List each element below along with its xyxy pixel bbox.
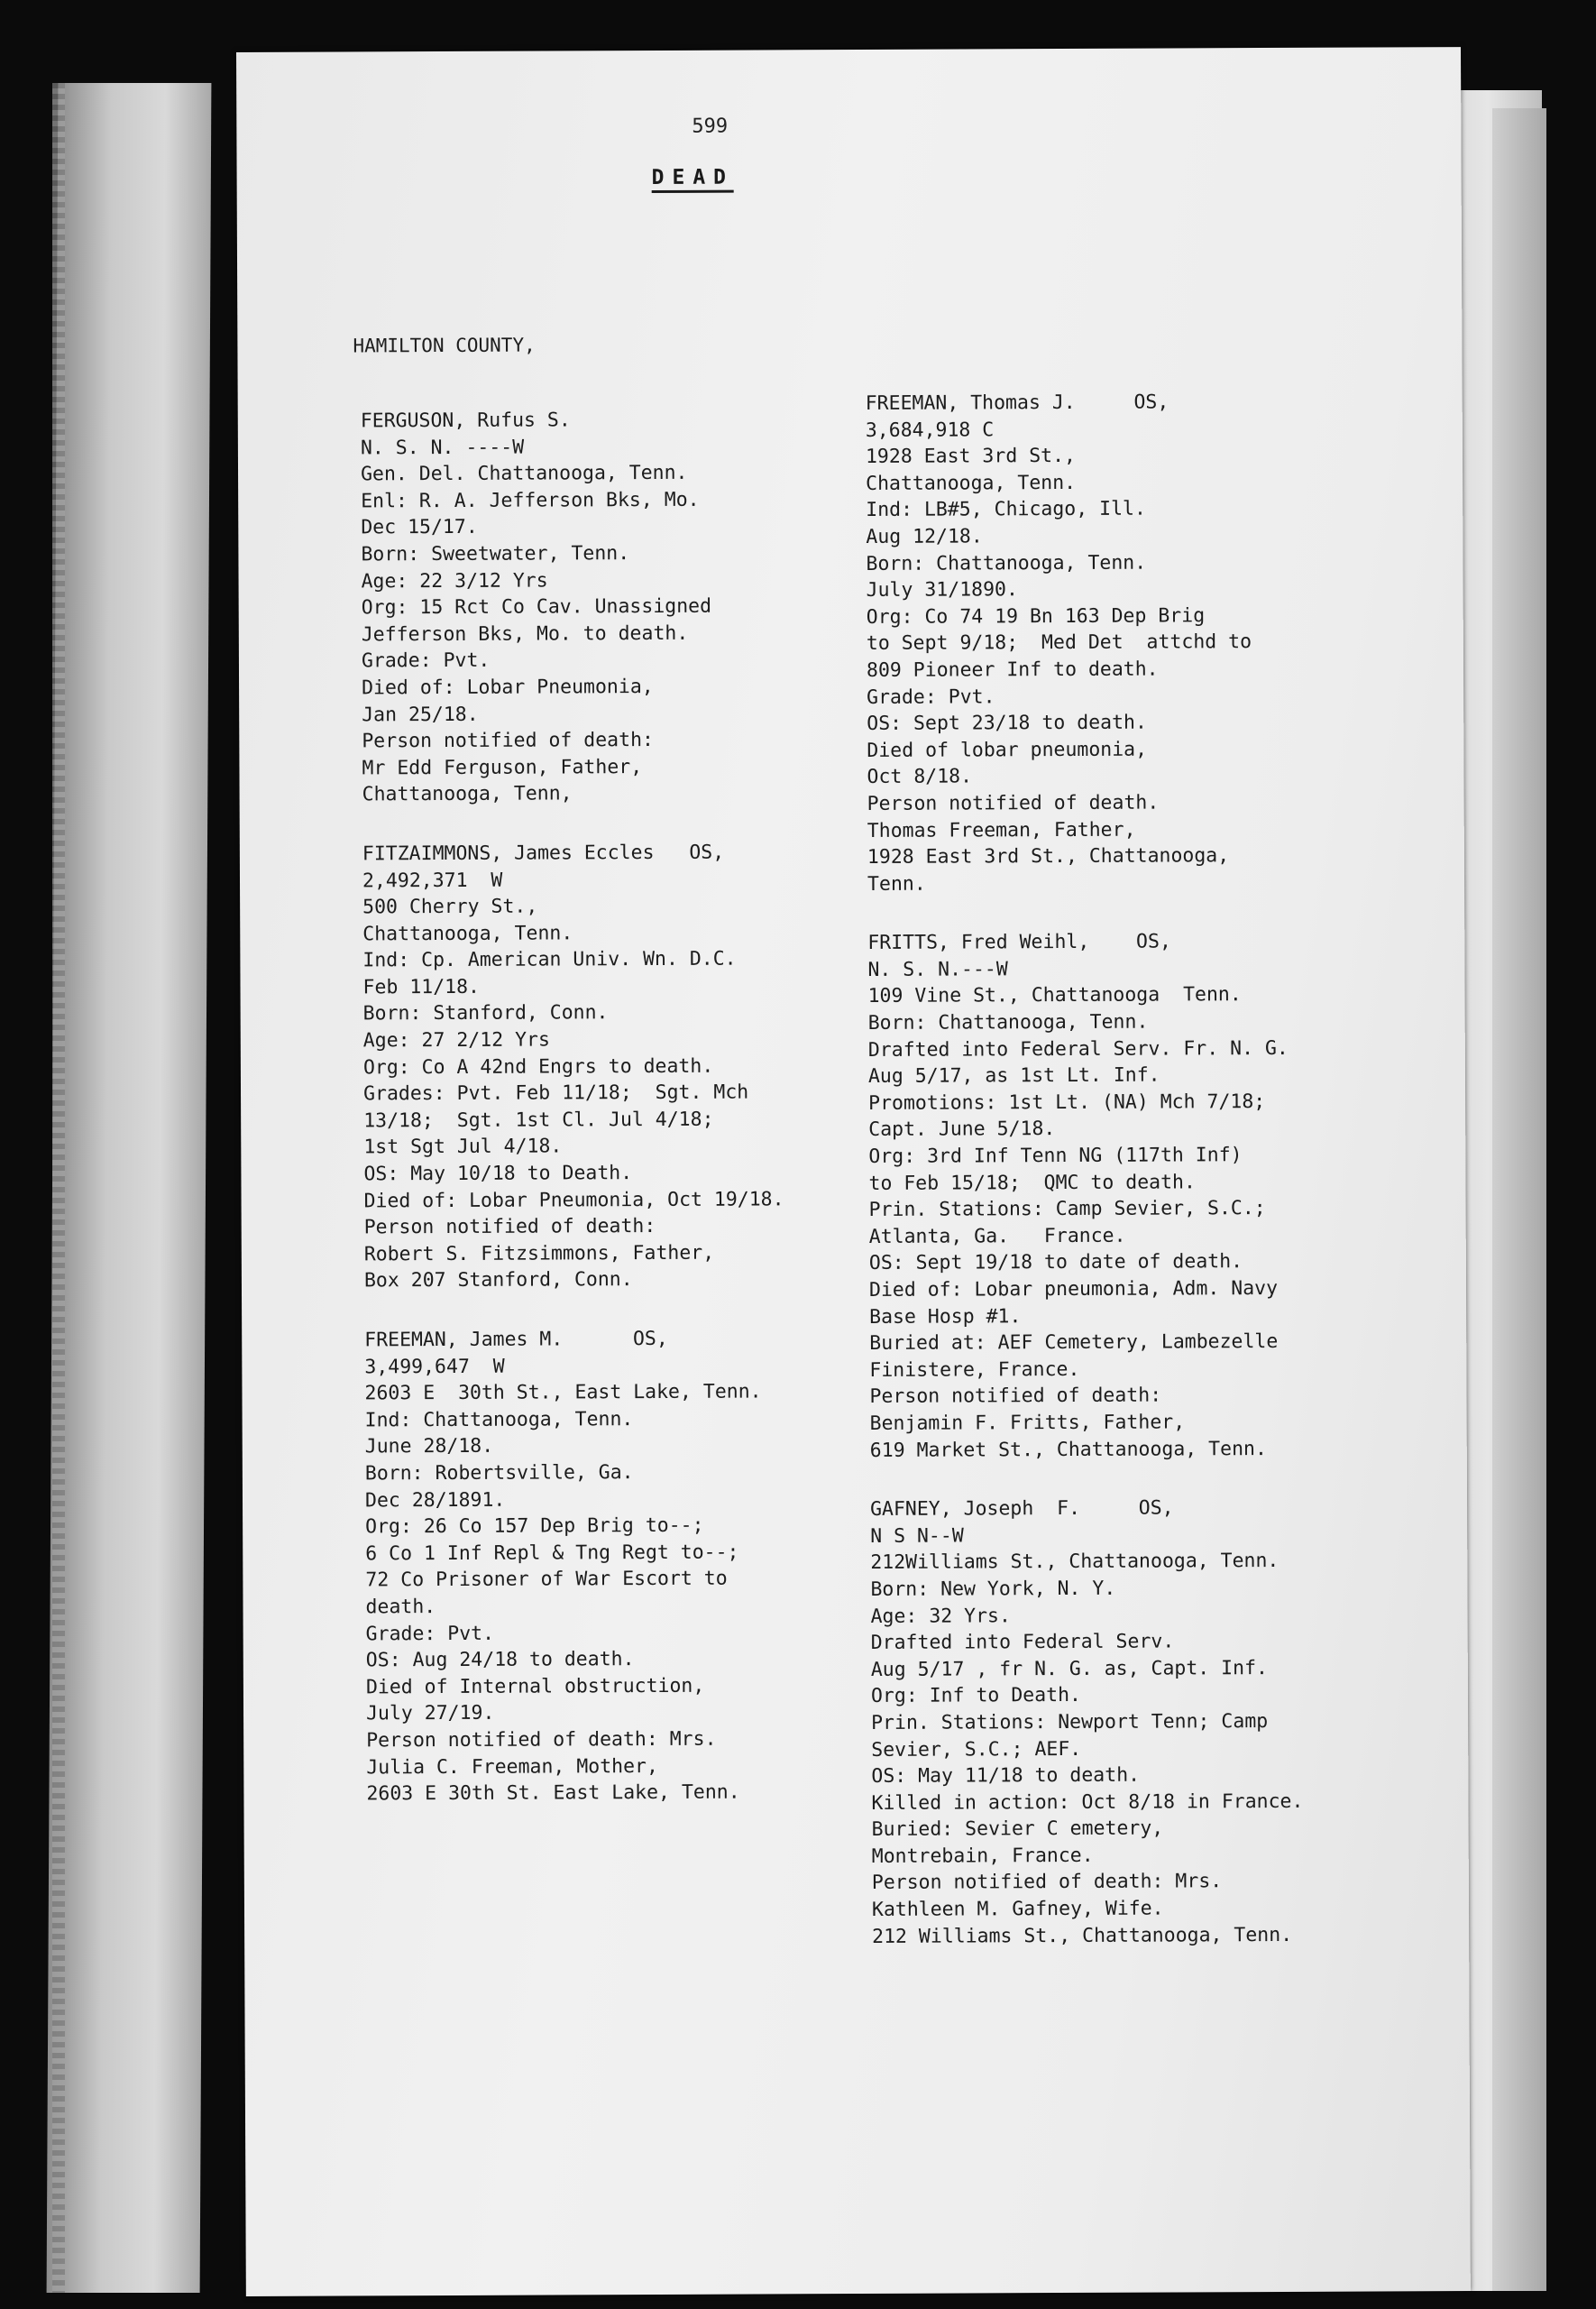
entry-detail-line: 2603 E 30th St. East Lake, Tenn. (366, 1780, 740, 1806)
entry-detail-line: 809 Pioneer Inf to death. (866, 658, 1159, 682)
entry-detail-line: N S N--W (870, 1524, 964, 1548)
entry-detail-line: Ind: Chattanooga, Tenn. (364, 1407, 634, 1432)
entry-detail-line: Killed in action: Oct 8/18 in France. (871, 1789, 1304, 1815)
entry-detail-line: Aug 12/18. (866, 525, 983, 548)
left-column (361, 406, 872, 1840)
entry-detail-line: Tenn. (867, 872, 926, 896)
entry-detail-line: Capt. June 5/18. (868, 1118, 1056, 1142)
entry-detail-line: Mr Edd Ferguson, Father, (362, 755, 643, 780)
entry-detail-line: Chattanooga, Tenn. (362, 922, 573, 946)
entry-detail-line: Buried: Sevier C emetery, (871, 1817, 1164, 1842)
page-heading: DEAD (652, 166, 735, 193)
page-number: 599 (692, 115, 729, 138)
entry-detail-line: Person notified of death: (869, 1384, 1162, 1409)
entry-detail-line: Org: Co A 42nd Engrs to death. (362, 1054, 714, 1080)
entry-detail-line: Kathleen M. Gafney, Wife. (871, 1897, 1164, 1922)
entry-detail-line: Atlanta, Ga. France. (868, 1224, 1126, 1248)
entry-detail-line: 72 Co Prisoner of War Escort to (365, 1567, 728, 1592)
entry-detail-line: Oct 8/18. (867, 765, 973, 789)
entry-detail-line: Chattanooga, Tenn. (866, 471, 1077, 495)
entry-detail-line: Benjamin F. Fritts, Father, (869, 1411, 1186, 1435)
entry-name-line: GAFNEY, Joseph F. OS, (870, 1496, 1174, 1522)
entry-detail-line: Finistere, France. (869, 1357, 1080, 1382)
entry-detail-line: Buried at: AEF Cemetery, Lambezelle (869, 1330, 1279, 1356)
casualty-entry (362, 839, 869, 1295)
entry-detail-line: Base Hosp #1. (869, 1304, 1022, 1329)
entry-detail-line: Age: 32 Yrs. (870, 1604, 1011, 1628)
entry-detail-line: Person notified of death: (363, 1215, 656, 1239)
entry-detail-line: Person notified of death: (362, 729, 654, 753)
entry-detail-line: Born: Stanford, Conn. (362, 1001, 609, 1026)
entry-detail-line: Grade: Pvt. (867, 685, 995, 709)
entry-name-line: FREEMAN, Thomas J. OS, (865, 391, 1169, 415)
entry-detail-line: Died of lobar pneumonia, (867, 738, 1148, 762)
entry-detail-line: Person notified of death: Mrs. (366, 1727, 717, 1752)
entry-detail-line: 2,492,371 W (362, 869, 503, 892)
entry-detail-line: Died of: Lobar Pneumonia, Oct 19/18. (363, 1187, 784, 1213)
entry-detail-line: OS: May 11/18 to death. (871, 1763, 1141, 1789)
entry-detail-line: to Feb 15/18; QMC to death. (868, 1170, 1196, 1195)
entry-detail-line: OS: Sept 19/18 to date of death. (868, 1250, 1243, 1275)
entry-detail-line: Born: Sweetwater, Tenn. (361, 542, 630, 566)
entry-detail-line: Enl: R. A. Jefferson Bks, Mo. (361, 488, 700, 513)
entry-detail-line: Dec 15/17. (361, 516, 478, 539)
entry-detail-line: Montrebain, France. (871, 1844, 1094, 1868)
entry-name-line: FRITTS, Fred Weihl, OS, (867, 930, 1171, 955)
entry-detail-line: 13/18; Sgt. 1st Cl. Jul 4/18; (363, 1108, 714, 1133)
entry-detail-line: OS: May 10/18 to Death. (363, 1162, 633, 1186)
entry-detail-line: 3,684,918 C (865, 418, 995, 442)
casualty-entry (866, 389, 1372, 898)
entry-detail-line: 1928 East 3rd St., Chattanooga, (867, 844, 1230, 869)
casualty-entry (364, 1325, 871, 1808)
entry-detail-line: Org: 15 Rct Co Cav. Unassigned (361, 594, 712, 620)
entry-detail-line: Gen. Del. Chattanooga, Tenn. (360, 462, 688, 486)
entry-detail-line: 1st Sgt Jul 4/18. (363, 1135, 563, 1159)
entry-detail-line: Grade: Pvt. (365, 1622, 495, 1645)
entry-detail-line: Box 207 Stanford, Conn. (363, 1268, 633, 1292)
document-page (236, 47, 1471, 2296)
entry-detail-line: Org: 26 Co 157 Dep Brig to--; (365, 1513, 704, 1539)
entry-detail-line: Feb 11/18. (362, 975, 481, 999)
entry-detail-line: Ind: Cp. American Univ. Wn. D.C. (362, 947, 737, 972)
entry-detail-line: Julia C. Freeman, Mother, (366, 1754, 658, 1779)
entry-detail-line: Aug 5/17 , fr N. G. as, Capt. Inf. (870, 1656, 1268, 1681)
entry-detail-line: Person notified of death: Mrs. (871, 1870, 1223, 1895)
entry-detail-line: Person notified of death. (867, 791, 1160, 815)
entry-detail-line: 212 Williams St., Chattanooga, Tenn. (872, 1923, 1293, 1948)
entry-detail-line: Sevier, S.C.; AEF. (871, 1737, 1082, 1762)
entry-detail-line: Born: Chattanooga, Tenn. (867, 1010, 1149, 1035)
entry-detail-line: Aug 5/17, as 1st Lt. Inf. (867, 1063, 1160, 1089)
entry-detail-line: Org: Inf to Death. (870, 1684, 1082, 1708)
entry-detail-line: 109 Vine St., Chattanooga Tenn. (867, 983, 1242, 1008)
entry-name-line: FREEMAN, James M. OS, (364, 1327, 668, 1352)
entry-name-line: FERGUSON, Rufus S. (360, 409, 571, 433)
entry-detail-line: OS: Sept 23/18 to death. (867, 711, 1147, 736)
right-column (866, 389, 1378, 1983)
entry-detail-line: death. (365, 1595, 436, 1619)
entry-detail-line: N. S. N. ----W (360, 436, 525, 459)
entry-detail-line: Thomas Freeman, Father, (867, 818, 1136, 842)
entry-detail-line: Prin. Stations: Newport Tenn; Camp (871, 1709, 1269, 1734)
entry-detail-line: Age: 27 2/12 Yrs (362, 1028, 550, 1053)
entry-detail-line: Dec 28/1891. (364, 1488, 506, 1512)
entry-detail-line: Died of: Lobar pneumonia, Adm. Navy (868, 1276, 1279, 1302)
entry-detail-line: Drafted into Federal Serv. Fr. N. G. (867, 1036, 1289, 1062)
casualty-entry (870, 1495, 1377, 1951)
right-page-stack-edge (1492, 108, 1546, 2291)
entry-detail-line: 500 Cherry St., (362, 895, 538, 919)
entry-detail-line: Chattanooga, Tenn, (362, 782, 573, 806)
entry-detail-line: Prin. Stations: Camp Sevier, S.C.; (868, 1197, 1266, 1222)
entry-detail-line: Promotions: 1st Lt. (NA) Mch 7/18; (868, 1090, 1266, 1115)
entry-detail-line: Robert S. Fitzsimmons, Father, (363, 1241, 715, 1266)
entry-detail-line: Grades: Pvt. Feb 11/18; Sgt. Mch (362, 1081, 749, 1106)
entry-detail-line: 212Williams St., Chattanooga, Tenn. (870, 1550, 1280, 1575)
entry-detail-line: to Sept 9/18; Med Det attchd to (866, 630, 1252, 656)
page-stack-edge (52, 83, 65, 2293)
entry-detail-line: Org: Co 74 19 Bn 163 Dep Brig (866, 604, 1206, 629)
entry-detail-line: 2603 E 30th St., East Lake, Tenn. (364, 1380, 762, 1405)
entry-detail-line: Jan 25/18. (362, 703, 479, 726)
entry-detail-line: Born: Robertsville, Ga. (364, 1461, 634, 1486)
entry-detail-line: July 31/1890. (866, 578, 1018, 603)
entry-detail-line: 1928 East 3rd St., (865, 445, 1077, 469)
entry-detail-line: Org: 3rd Inf Tenn NG (117th Inf) (868, 1144, 1243, 1168)
entry-detail-line: June 28/18. (364, 1435, 494, 1458)
entry-detail-line: OS: Aug 24/18 to death. (365, 1648, 635, 1672)
entry-detail-line: Jefferson Bks, Mo. to death. (361, 621, 689, 647)
entry-detail-line: Grade: Pvt. (361, 649, 491, 673)
entry-detail-line: Age: 22 3/12 Yrs (361, 569, 548, 593)
entry-detail-line: N. S. N.---W (867, 958, 1008, 981)
entry-detail-line: 3,499,647 W (364, 1355, 505, 1378)
entry-detail-line: Died of: Lobar Pneumonia, (362, 675, 654, 700)
entry-detail-line: Drafted into Federal Serv. (870, 1630, 1175, 1655)
entry-detail-line: 619 Market St., Chattanooga, Tenn. (869, 1437, 1267, 1462)
county-title: HAMILTON COUNTY, (353, 334, 536, 357)
entry-detail-line: Ind: LB#5, Chicago, Ill. (866, 497, 1146, 522)
entry-detail-line: Died of Internal obstruction, (365, 1674, 705, 1699)
entry-detail-line: Born: Chattanooga, Tenn. (866, 551, 1147, 575)
bleed-through-text (148, 343, 202, 2237)
entry-detail-line: July 27/19. (365, 1702, 495, 1725)
casualty-entry (867, 928, 1375, 1464)
casualty-entry (361, 406, 867, 808)
entry-detail-line: Born: New York, N. Y. (870, 1577, 1116, 1601)
entry-detail-line: 6 Co 1 Inf Repl & Tng Regt to--; (365, 1541, 739, 1566)
entry-name-line: FITZAIMMONS, James Eccles OS, (362, 841, 725, 866)
